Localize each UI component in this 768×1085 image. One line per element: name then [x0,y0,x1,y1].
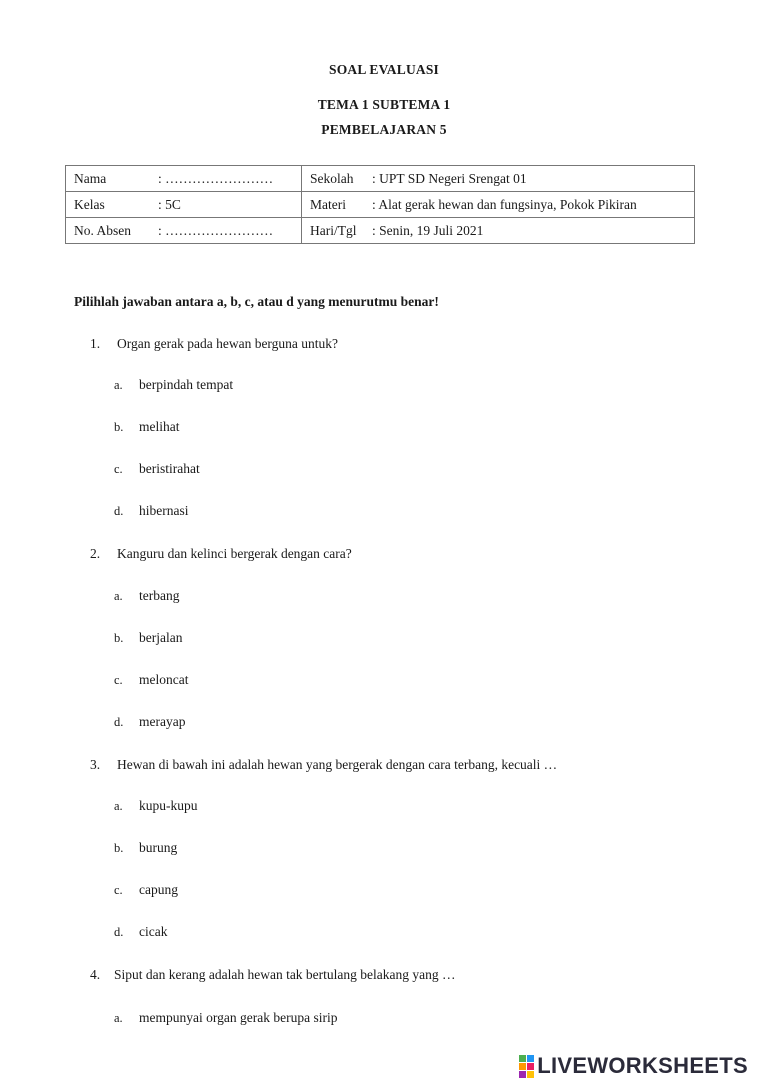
option-2b [114,630,182,646]
name-cell [66,166,302,192]
option-2d [114,714,185,730]
option-letter: c. [114,883,123,897]
option-letter: c. [114,673,123,687]
option-text: cicak [139,924,168,939]
question-4 [90,967,456,983]
question-number: 3. [90,757,101,772]
option-letter: a. [114,1011,123,1025]
logo-square [519,1071,526,1078]
logo-square [519,1055,526,1062]
instruction-text: Pilihlah jawaban antara a, b, c, atau d yang menurutmu benar! [74,294,439,309]
option-3a [114,798,198,814]
option-letter: d. [114,925,124,939]
logo-square [527,1063,534,1070]
question-1 [90,336,338,352]
option-1a [114,377,233,393]
material-label: Materi [310,196,346,212]
question-text: Siput dan kerang adalah hewan tak bertulang belakang yang … [114,967,456,982]
logo-square [527,1071,534,1078]
document-subtitle: TEMA 1 SUBTEMA 1 [317,97,451,112]
option-letter: a. [114,378,123,392]
liveworksheets-watermark [519,1053,748,1079]
option-letter: b. [114,841,124,855]
school-value: : UPT SD Negeri Srengat 01 [372,170,527,186]
option-letter: d. [114,715,124,729]
class-value: : 5C [158,196,181,212]
document-lesson: PEMBELAJARAN 5 [321,122,447,137]
class-label: Kelas [74,196,105,212]
option-text: terbang [139,588,180,603]
liveworksheets-text: LIVEWORKSHEETS [537,1053,748,1078]
document-title: SOAL EVALUASI [328,62,440,77]
option-text: kupu-kupu [139,798,198,813]
class-cell [66,192,302,218]
info-row-absence [66,218,695,244]
option-letter: d. [114,504,124,518]
option-text: berjalan [139,630,183,645]
question-text: Kanguru dan kelinci bergerak dengan cara? [117,546,352,561]
info-row-class [66,192,695,218]
option-text: hibernasi [139,503,189,518]
option-4a [114,1010,337,1026]
option-text: mempunyai organ gerak berupa sirip [139,1010,338,1025]
date-value: : Senin, 19 Juli 2021 [372,222,484,238]
option-2c [114,672,188,688]
name-value: : …………………… [158,170,274,186]
question-number: 4. [90,967,101,982]
question-number: 1. [90,336,101,351]
option-1b [114,419,180,435]
option-letter: b. [114,420,124,434]
date-cell [302,218,695,244]
option-text: beristirahat [139,461,200,476]
option-text: merayap [139,714,186,729]
student-info-table [65,165,695,244]
school-label: Sekolah [310,170,354,186]
question-number: 2. [90,546,101,561]
absence-cell [66,218,302,244]
option-text: melihat [139,419,180,434]
info-row-name [66,166,695,192]
option-1d [114,503,189,519]
question-text: Organ gerak pada hewan berguna untuk? [117,336,339,351]
option-1c [114,461,200,477]
option-text: burung [139,840,178,855]
date-label: Hari/Tgl [310,222,357,238]
name-label: Nama [74,170,107,186]
option-text: berpindah tempat [139,377,234,392]
question-2 [90,546,352,562]
option-letter: a. [114,589,123,603]
school-cell [302,166,695,192]
option-letter: c. [114,462,123,476]
question-text: Hewan di bawah ini adalah hewan yang bergerak dengan cara terbang, kecuali … [117,757,558,772]
option-text: capung [139,882,178,897]
option-2a [114,588,179,604]
option-text: meloncat [139,672,189,687]
liveworksheets-logo-icon [519,1055,534,1078]
option-letter: a. [114,799,123,813]
option-3d [114,924,167,940]
material-cell [302,192,695,218]
material-value: : Alat gerak hewan dan fungsinya, Pokok Pikiran [372,196,637,212]
question-3 [90,757,557,773]
absence-label: No. Absen [74,222,131,238]
logo-square [519,1063,526,1070]
logo-square [527,1055,534,1062]
option-3c [114,882,178,898]
option-letter: b. [114,631,124,645]
absence-value: : …………………… [158,222,274,238]
option-3b [114,840,177,856]
